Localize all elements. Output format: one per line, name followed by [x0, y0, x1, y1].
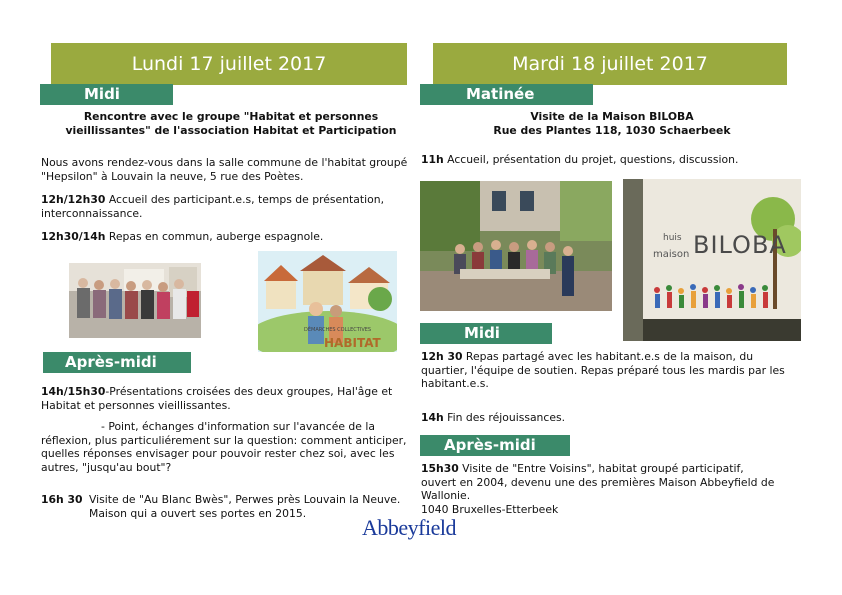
monday-item-welcome: 12h/12h30 Accueil des participant.e.s, temps de présentation, interconnaissance.	[41, 193, 385, 220]
abbeyfield-logo: Abbeyfield	[362, 515, 456, 540]
courtyard-gathering-photo	[420, 181, 612, 311]
monday-pm-discussion: - Point, échanges d'information sur l'avancée de la réflexion, plus particuliérement sur la question: comment anticiper, quelles réponses envisager pour pouvoir rester chez soi, avec les autres, "jusqu'au bout"?	[41, 420, 407, 474]
tuesday-date-banner: Mardi 18 juillet 2017	[433, 43, 787, 85]
monday-item-lunch: 12h30/14h Repas en commun, auberge espagnole.	[41, 230, 324, 243]
tuesday-pm-visit: 15h30 Visite de "Entre Voisins", habitat groupé participatif, ouvert en 2004, devenu une des premières Maison Abbeyfield de Wallonie. 1040 Bruxelles-Etterbeek	[421, 462, 775, 516]
tuesday-item-welcome: 11h Accueil, présentation du projet, questions, discussion.	[421, 153, 739, 166]
monday-pm-visit: 16h 30 Visite de "Au Blanc Bwès", Perwes près Louvain la Neuve. Maison qui a ouvert ses portes en 2015.	[41, 493, 401, 520]
group-meeting-photo	[69, 263, 201, 338]
monday-intro: Nous avons rendez-vous dans la salle commune de l'habitat groupé "Hepsilon" à Louvain la neuve, 5 rue des Poètes.	[41, 156, 408, 183]
apres-midi-tag-tuesday: Après-midi	[420, 435, 570, 456]
habitat-poster: DÉMARCHES COLLECTIVES HABITAT	[258, 251, 397, 352]
matinee-tag: Matinée	[420, 84, 593, 105]
monday-midi-title: Rencontre avec le groupe "Habitat et personnes vieillissantes" de l'association Habitat et Participation	[65, 110, 397, 137]
monday-date-banner: Lundi 17 juillet 2017	[51, 43, 407, 85]
apres-midi-tag-monday: Après-midi	[43, 352, 191, 373]
midi-tag-monday: Midi	[40, 84, 173, 105]
tuesday-midi-lunch: 12h 30 Repas partagé avec les habitant.e.s de la maison, du quartier, l'équipe de soutien. Repas préparé tous les mardis par les habitant.e.s.	[421, 350, 785, 390]
biloba-sign-photo: huis maison BILOBA	[623, 179, 801, 341]
tuesday-visit-title: Visite de la Maison BILOBA Rue des Plantes 118, 1030 Schaerbeek	[493, 110, 731, 137]
tuesday-end: 14h Fin des réjouissances.	[421, 411, 566, 424]
monday-pm-presentations: 14h/15h30-Présentations croisées des deux groupes, Hal'âge et Habitat et personnes vieillissantes.	[41, 385, 393, 412]
midi-tag-tuesday: Midi	[420, 323, 552, 344]
